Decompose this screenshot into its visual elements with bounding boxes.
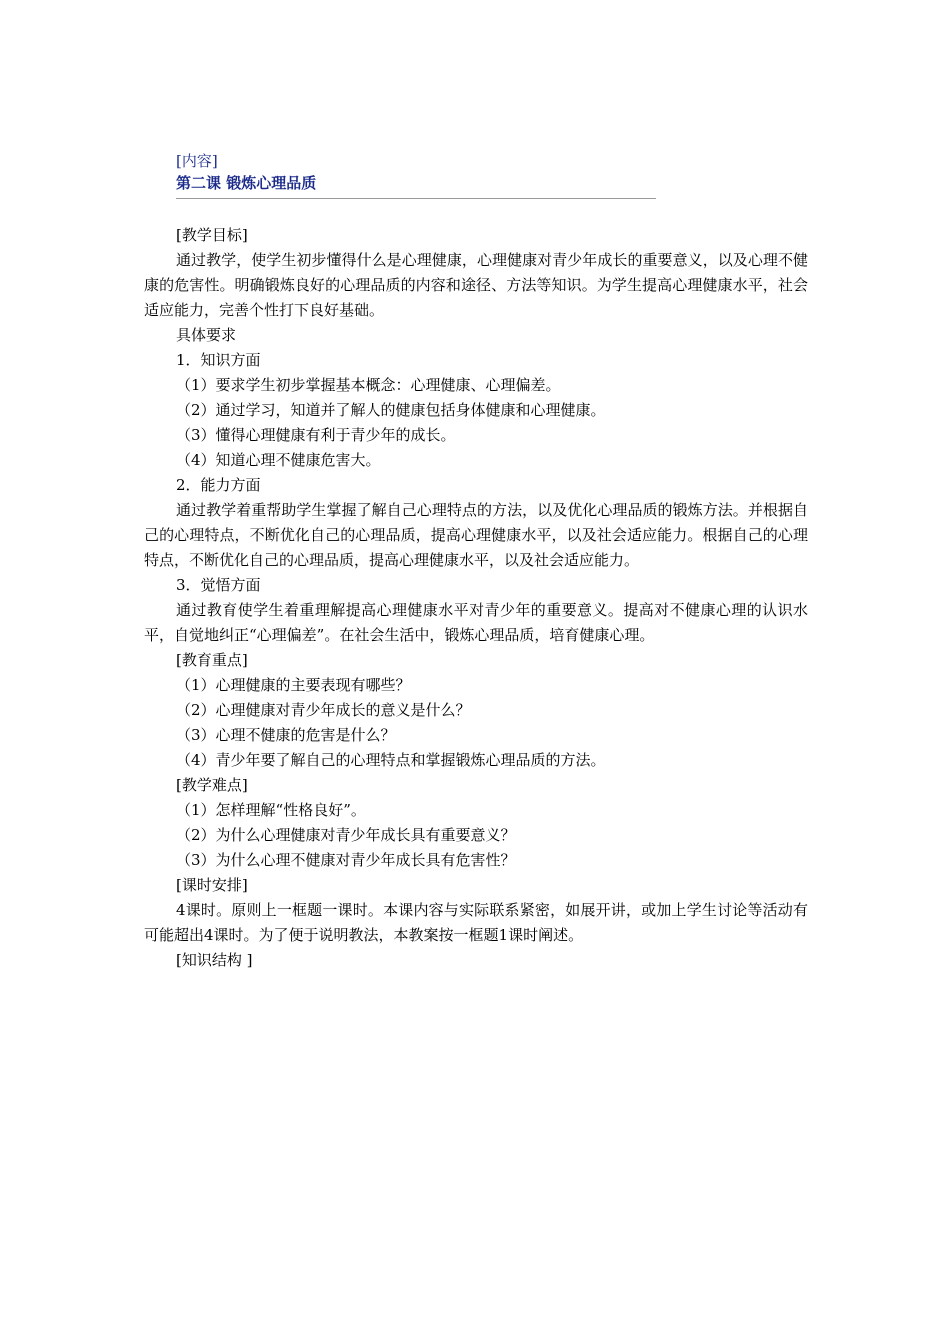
list-item: （3）心理不健康的危害是什么？: [176, 726, 396, 744]
lesson-title: 第二课 锻炼心理品质: [176, 172, 656, 199]
list-item: （1）怎样理解“性格良好”。: [176, 801, 366, 819]
section-heading: [教学难点]: [176, 776, 248, 794]
section-heading: [知识结构 ]: [176, 951, 253, 969]
list-item: （3）为什么心理不健康对青少年成长具有危害性？: [176, 851, 516, 869]
list-item: （1）要求学生初步掌握基本概念：心理健康、心理偏差。: [176, 376, 561, 394]
list-item: （3）懂得心理健康有利于青少年的成长。: [176, 426, 456, 444]
content-tag: [内容]: [176, 152, 218, 170]
list-item: （1）心理健康的主要表现有哪些？: [176, 676, 411, 694]
body-paragraph: 通过教学，使学生初步懂得什么是心理健康，心理健康对青少年成长的重要意义，以及心理不健康的危害性。明确锻炼良好的心理品质的内容和途径、方法等知识。为学生提高心理健康水平，社会适应能力，完善个性打下良好基础。: [144, 251, 808, 319]
lesson-header: [176, 150, 656, 199]
list-item: （4）青少年要了解自己的心理特点和掌握锻炼心理品质的方法。: [176, 751, 606, 769]
section-heading: 1．知识方面: [176, 351, 261, 369]
lesson-body: [144, 223, 808, 973]
body-paragraph: 通过教育使学生着重理解提高心理健康水平对青少年的重要意义。提高对不健康心理的认识水平，自觉地纠正“心理偏差”。在社会生活中，锻炼心理品质，培育健康心理。: [144, 601, 808, 644]
section-heading: 3．觉悟方面: [176, 576, 261, 594]
section-heading: 2．能力方面: [176, 476, 261, 494]
list-item: （2）心理健康对青少年成长的意义是什么？: [176, 701, 471, 719]
section-heading: 具体要求: [176, 326, 237, 344]
section-heading: [教学目标]: [176, 226, 248, 244]
section-heading: [教育重点]: [176, 651, 248, 669]
list-item: （2）通过学习，知道并了解人的健康包括身体健康和心理健康。: [176, 401, 606, 419]
list-item: （2）为什么心理健康对青少年成长具有重要意义？: [176, 826, 516, 844]
list-item: （4）知道心理不健康危害大。: [176, 451, 381, 469]
body-paragraph: 通过教学着重帮助学生掌握了解自己心理特点的方法，以及优化心理品质的锻炼方法。并根据自己的心理特点，不断优化自己的心理品质，提高心理健康水平，以及社会适应能力。根据自己的心理特点，不断优化自己的心理品质，提高心理健康水平，以及社会适应能力。: [144, 501, 808, 569]
section-heading: [课时安排]: [176, 876, 248, 894]
body-paragraph: 4课时。原则上一框题一课时。本课内容与实际联系紧密，如展开讲，或加上学生讨论等活动有可能超出4课时。为了便于说明教法，本教案按一框题1课时阐述。: [144, 901, 808, 944]
